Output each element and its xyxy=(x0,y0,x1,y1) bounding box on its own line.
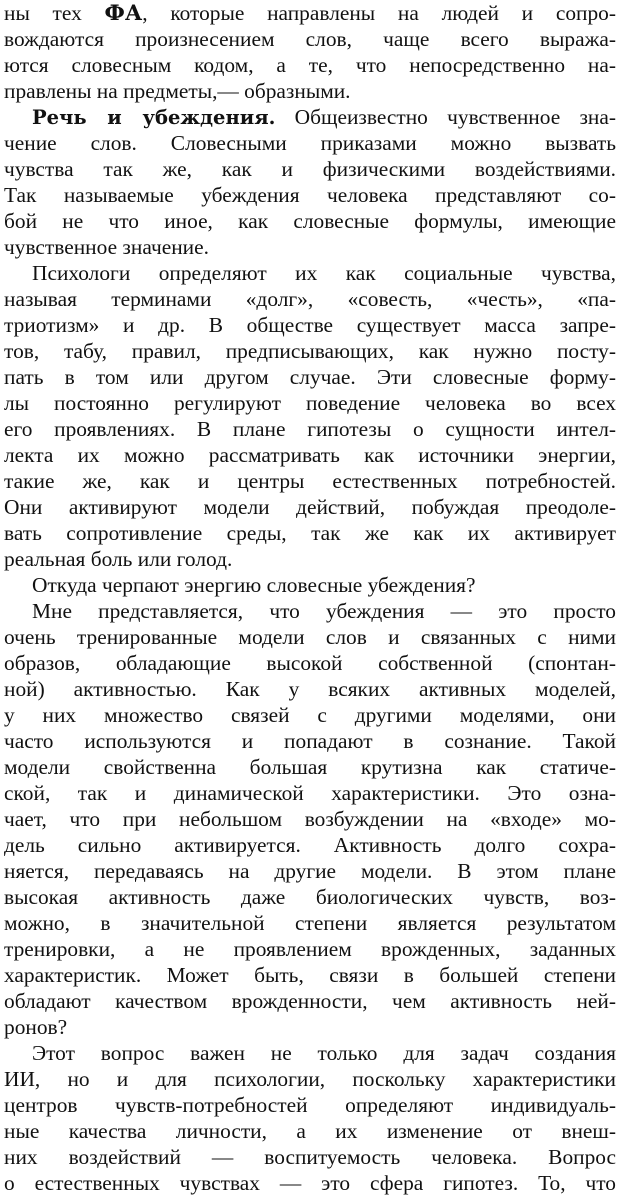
text-line xyxy=(4,494,616,520)
text-line xyxy=(4,104,616,130)
text-line xyxy=(4,286,616,312)
text-run: правлены на предметы,— образными. xyxy=(4,79,351,103)
paragraph xyxy=(4,0,616,104)
text-line xyxy=(4,546,616,572)
text-line xyxy=(4,130,616,156)
text-run: можно, в значительной степени является результатом xyxy=(4,911,616,935)
paragraph xyxy=(4,260,616,572)
text-line xyxy=(4,416,616,442)
text-line xyxy=(4,1040,616,1066)
text-line xyxy=(4,988,616,1014)
text-run: ные качества личности, а их изменение от внеш- xyxy=(4,1119,616,1143)
text-line xyxy=(4,338,616,364)
text-line xyxy=(4,650,616,676)
text-run: триотизм» и др. В обществе существует масса запре- xyxy=(4,313,616,337)
text-run: вождаются произнесением слов, чаще всего выража- xyxy=(4,27,616,51)
text-run: такие же, как и центры естественных потребностей. xyxy=(4,469,616,493)
text-run: Общеизвестно чувственное зна- xyxy=(275,105,616,129)
text-line xyxy=(4,884,616,910)
text-line xyxy=(4,598,616,624)
text-run: ны тех xyxy=(4,1,105,25)
paragraph xyxy=(4,104,616,260)
text-line xyxy=(4,390,616,416)
text-run: чает, что при небольшом возбуждении на «входе» мо- xyxy=(4,807,616,831)
text-run: бой не что иное, как словесные формулы, имеющие xyxy=(4,209,616,233)
paragraph xyxy=(4,598,616,1040)
text-line xyxy=(4,442,616,468)
text-line xyxy=(4,1170,616,1196)
text-run: , которые направлены на людей и сопро- xyxy=(142,1,616,25)
text-line xyxy=(4,780,616,806)
text-run: няется, передаваясь на другие модели. В этом плане xyxy=(4,859,616,883)
text-run: лекта их можно рассматривать как источники энергии, xyxy=(4,443,616,467)
text-line xyxy=(4,728,616,754)
text-line xyxy=(4,182,616,208)
text-line xyxy=(4,156,616,182)
text-line xyxy=(4,52,616,78)
text-run: ной) активностью. Как у всяких активных моделей, xyxy=(4,677,616,701)
text-line xyxy=(4,234,616,260)
text-run: Они активируют модели действий, побуждая преодоле- xyxy=(4,495,616,519)
text-line xyxy=(4,0,616,26)
text-run: тов, табу, правил, предписывающих, как нужно посту- xyxy=(4,339,616,363)
text-line xyxy=(4,806,616,832)
text-run: Психологи определяют их как социальные чувства, xyxy=(32,261,616,285)
text-run: высокая активность даже биологических чувств, воз- xyxy=(4,885,616,909)
section-lead-heading: Речь и убеждения. xyxy=(32,106,276,129)
text-run: тренировки, а не проявлением врожденных, заданных xyxy=(4,937,616,961)
text-line xyxy=(4,208,616,234)
text-run: обладают качеством врожденности, чем активность ней- xyxy=(4,989,616,1013)
text-run: ются словесным кодом, а те, что непосредственно на- xyxy=(4,53,616,77)
text-run: чение слов. Словесными приказами можно вызвать xyxy=(4,131,616,155)
text-line xyxy=(4,754,616,780)
text-line xyxy=(4,1066,616,1092)
text-run: характеристик. Может быть, связи в большей степени xyxy=(4,963,616,987)
text-run: дель сильно активируется. Активность долго сохра- xyxy=(4,833,616,857)
text-run: Откуда черпают энергию словесные убеждения? xyxy=(32,573,476,597)
text-line xyxy=(4,260,616,286)
text-run: лы постоянно регулируют поведение человека во всех xyxy=(4,391,616,415)
text-run: чувственное значение. xyxy=(4,235,209,259)
paragraph xyxy=(4,572,616,598)
text-run: реальная боль или голод. xyxy=(4,547,233,571)
text-run: часто используются и попадают в сознание. Такой xyxy=(4,729,616,753)
text-run: пать в том или другом случае. Эти словесные форму- xyxy=(4,365,616,389)
text-run: вать сопротивление среды, так же как их активирует xyxy=(4,521,616,545)
text-line xyxy=(4,468,616,494)
text-line xyxy=(4,1118,616,1144)
text-run: о естественных чувствах — это сфера гипотез. То, что xyxy=(4,1171,616,1195)
paragraph xyxy=(4,1040,616,1196)
text-line xyxy=(4,26,616,52)
text-run: у них множество связей с другими моделями, они xyxy=(4,703,616,727)
text-run: чувства так же, как и физическими воздействиями. xyxy=(4,157,616,181)
text-line xyxy=(4,1014,616,1040)
text-line xyxy=(4,832,616,858)
text-line xyxy=(4,676,616,702)
text-run: ИИ, но и для психологии, поскольку характеристики xyxy=(4,1067,616,1091)
text-run: модели свойственна большая крутизна как статиче- xyxy=(4,755,616,779)
text-run: центров чувств-потребностей определяют индивидуаль- xyxy=(4,1093,616,1117)
text-line xyxy=(4,364,616,390)
text-line xyxy=(4,936,616,962)
text-run: называя терминами «долг», «совесть, «честь», «па- xyxy=(4,287,616,311)
text-line xyxy=(4,962,616,988)
text-line xyxy=(4,1092,616,1118)
text-line xyxy=(4,910,616,936)
text-run: Мне представляется, что убеждения — это просто xyxy=(32,599,616,623)
text-line xyxy=(4,572,616,598)
text-line xyxy=(4,520,616,546)
text-run: его проявлениях. В плане гипотезы о сущности интел- xyxy=(4,417,616,441)
text-line xyxy=(4,1144,616,1170)
text-run: ронов? xyxy=(4,1015,68,1039)
text-run: них воздействий — воспитуемость человека. Вопрос xyxy=(4,1145,616,1169)
bold-term: ФА xyxy=(104,1,143,26)
text-run: очень тренированные модели слов и связанных с ними xyxy=(4,625,616,649)
book-page xyxy=(4,0,616,1195)
text-line xyxy=(4,858,616,884)
text-line xyxy=(4,702,616,728)
text-line xyxy=(4,312,616,338)
text-run: образов, обладающие высокой собственной (спонтан- xyxy=(4,651,616,675)
text-run: Этот вопрос важен не только для задач создания xyxy=(32,1041,616,1065)
text-line xyxy=(4,624,616,650)
text-run: ской, так и динамической характеристики. Это озна- xyxy=(4,781,616,805)
text-run: Так называемые убеждения человека представляют со- xyxy=(4,183,616,207)
text-line xyxy=(4,78,616,104)
